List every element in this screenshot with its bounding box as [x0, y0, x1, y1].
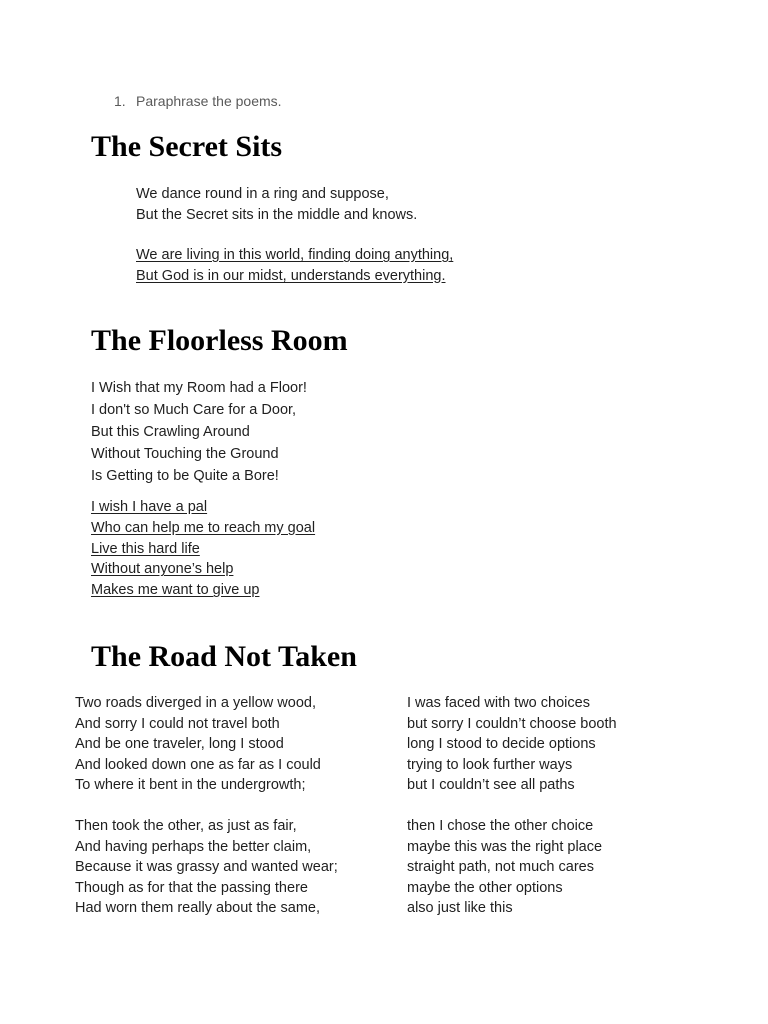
poem-line: but I couldn’t see all paths — [407, 777, 575, 793]
section-title-secret-sits: The Secret Sits — [91, 130, 283, 163]
poem-line: And having perhaps the better claim, — [75, 838, 312, 855]
poem-line: straight path, not much cares — [407, 859, 594, 875]
poem-line: Without anyone’s help — [91, 561, 234, 578]
poem-line: To where it bent in the undergrowth; — [75, 777, 306, 793]
poem-line: We are living in this world, finding doing anything, — [136, 247, 454, 263]
poem-original-road-stanza-1 — [75, 693, 321, 796]
poem-line: And sorry I could not travel both — [75, 715, 280, 732]
poem-line: And looked down one as far as I could — [75, 756, 321, 773]
section-title-floorless-room: The Floorless Room — [91, 324, 348, 357]
poem-line: long I stood to decide options — [407, 736, 596, 752]
poem-line: We dance round in a ring and suppose, — [136, 186, 389, 202]
poem-line: I don't so Much Care for a Door, — [91, 402, 297, 418]
poem-paraphrase-floorless-room — [91, 497, 315, 601]
poem-paraphrase-road-stanza-2 — [407, 816, 602, 919]
poem-line: maybe this was the right place — [407, 838, 603, 855]
poem-line: But this Crawling Around — [91, 424, 250, 440]
poem-line: Makes me want to give up — [91, 582, 260, 599]
poem-line: Two roads diverged in a yellow wood, — [75, 695, 316, 711]
poem-paraphrase-road-stanza-1 — [407, 693, 617, 796]
poem-line: but sorry I couldn’t choose booth — [407, 715, 617, 732]
poem-line: I was faced with two choices — [407, 695, 590, 711]
poem-line: Had worn them really about the same, — [75, 900, 321, 916]
poem-line: Is Getting to be Quite a Bore! — [91, 468, 279, 484]
poem-line: Because it was grassy and wanted wear; — [75, 859, 338, 875]
poem-paraphrase-secret-sits — [136, 245, 453, 286]
section-title-road-not-taken: The Road Not Taken — [91, 640, 357, 673]
poem-line: Though as for that the passing there — [75, 879, 308, 896]
poem-line: Live this hard life — [91, 540, 200, 557]
instruction-item — [114, 93, 282, 109]
poem-line: then I chose the other choice — [407, 818, 594, 834]
list-number: 1. — [114, 93, 126, 109]
poem-line: maybe the other options — [407, 879, 563, 896]
poem-line: Then took the other, as just as fair, — [75, 818, 297, 834]
poem-line: Without Touching the Ground — [91, 446, 279, 462]
poem-line: also just like this — [407, 900, 513, 916]
poem-line: trying to look further ways — [407, 756, 573, 773]
poem-original-floorless-room — [91, 377, 307, 487]
poem-line: Who can help me to reach my goal — [91, 519, 316, 536]
poem-original-road-stanza-2 — [75, 816, 338, 919]
poem-original-secret-sits — [136, 184, 417, 225]
poem-line: I wish I have a pal — [91, 499, 208, 515]
poem-line: I Wish that my Room had a Floor! — [91, 380, 307, 396]
poem-line: But the Secret sits in the middle and knows. — [136, 206, 418, 223]
instruction-text: Paraphrase the poems. — [136, 93, 282, 109]
poem-line: And be one traveler, long I stood — [75, 736, 284, 752]
poem-line: But God is in our midst, understands everything. — [136, 267, 446, 284]
